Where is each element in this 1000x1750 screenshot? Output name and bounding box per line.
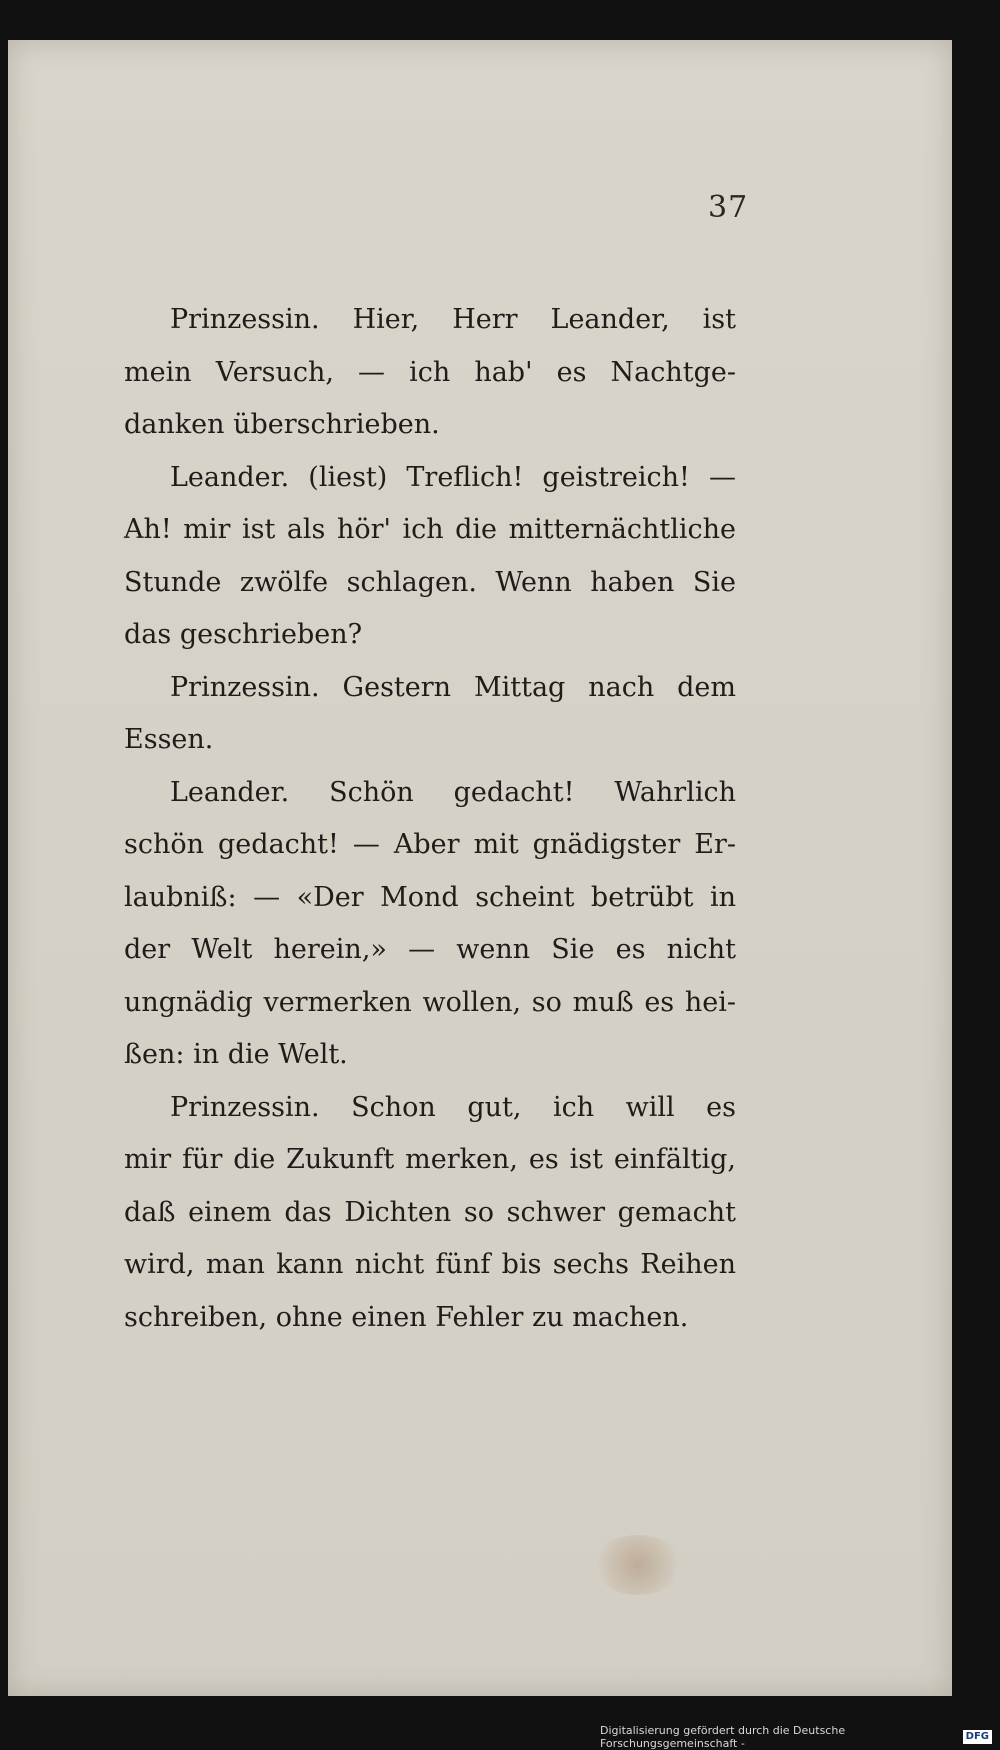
page-text bbox=[124, 294, 736, 1344]
text-line: laubniß: — «Der Mond scheint betrübt in bbox=[124, 881, 736, 913]
dfg-logo: DFG bbox=[963, 1730, 992, 1744]
paragraph bbox=[124, 1082, 736, 1345]
text-line: Leander. Schön gedacht! Wahrlich bbox=[170, 776, 736, 808]
text-line: Prinzessin. Gestern Mittag nach dem bbox=[170, 671, 736, 703]
text-line: der Welt herein,» — wenn Sie es nicht bbox=[124, 934, 736, 965]
credit-text: Digitalisierung gefördert durch die Deutsche Forschungsgemeinschaft - bbox=[600, 1724, 846, 1750]
text-line: wird, man kann nicht fünf bis sechs Reihen bbox=[124, 1249, 736, 1280]
text-line: das geschrieben? bbox=[124, 619, 363, 650]
page-number: 37 bbox=[708, 190, 749, 225]
text-line: schreiben, ohne einen Fehler zu machen. bbox=[124, 1301, 689, 1333]
text-line: mein Versuch, — ich hab' es Nachtge- bbox=[124, 356, 736, 388]
text-line: danken überschrieben. bbox=[124, 409, 440, 440]
book-page bbox=[8, 40, 952, 1696]
text-line: Prinzessin. Schon gut, ich will es bbox=[170, 1091, 736, 1123]
digitization-credit bbox=[600, 1724, 992, 1750]
paragraph bbox=[124, 452, 736, 662]
text-line: Stunde zwölfe schlagen. Wenn haben Sie bbox=[124, 566, 736, 598]
paragraph bbox=[124, 662, 736, 767]
text-line: ungnädig vermerken wollen, so muß es hei- bbox=[124, 986, 736, 1018]
text-line: Prinzessin. Hier, Herr Leander, ist bbox=[170, 304, 736, 335]
text-line: Leander. (liest) Treflich! geistreich! — bbox=[170, 461, 736, 493]
paragraph bbox=[124, 294, 736, 452]
text-line: schön gedacht! — Aber mit gnädigster Er- bbox=[124, 829, 736, 860]
text-line: mir für die Zukunft merken, es ist einfältig, bbox=[124, 1144, 736, 1175]
text-line: Ah! mir ist als hör' ich die mitternächtliche bbox=[124, 514, 736, 545]
text-line: Essen. bbox=[124, 724, 214, 755]
text-line: daß einem das Dichten so schwer gemacht bbox=[124, 1196, 736, 1228]
text-line: ßen: in die Welt. bbox=[124, 1039, 348, 1070]
paragraph bbox=[124, 767, 736, 1082]
paper-stain bbox=[593, 1535, 683, 1595]
